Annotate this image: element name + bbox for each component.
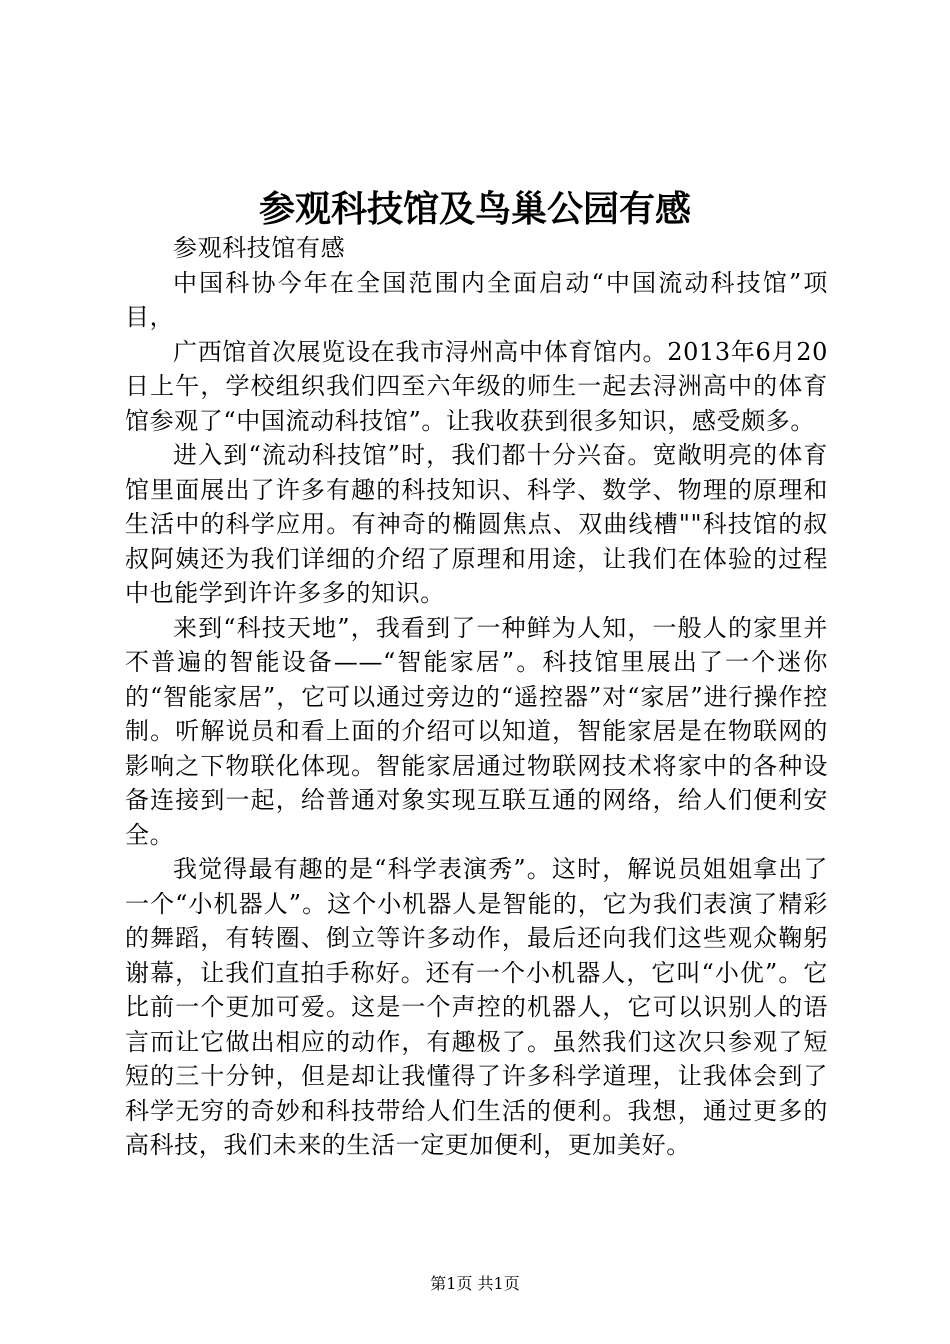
paragraph: 广西馆首次展览设在我市浔州高中体育馆内。2013年6月20日上午，学校组织我们四至六年级的师生一起去浔洲高中的体育馆参观了“中国流动科技馆”。让我收获到很多知识，感受颇多。 [125,337,828,435]
paragraph-subtitle: 参观科技馆有感 [173,234,346,262]
paragraph-intro: 中国科协今年在全国范围内全面启动“中国流动科技馆”项目， [125,268,828,331]
document-title: 参观科技馆及鸟巢公园有感 [258,189,691,230]
paragraph: 来到“科技天地”，我看到了一种鲜为人知，一般人的家里并不普遍的智能设备——“智能家居”。科技馆里展出了一个迷你的“智能家居”，它可以通过旁边的“遥控器”对“家居”进行操作控制。听解说员和看上面的介绍可以知道，智能家居是在物联网的影响之下物联化体现。智能家居通过物联网技术将家中的各种设备连接到一起，给普通对象实现互联互通的网络，给人们便利安全。 [125,613,828,849]
paragraph: 我觉得最有趣的是“科学表演秀”。这时，解说员姐姐拿出了一个“小机器人”。这个小机器人是智能的，它为我们表演了精彩的舞蹈，有转圈、倒立等许多动作，最后还向我们这些观众鞠躬谢幕，让我们直拍手称好。还有一个小机器人，它叫“小优”。它比前一个更加可爱。这是一个声控的机器人，它可以识别人的语言而让它做出相应的动作，有趣极了。虽然我们这次只参观了短短的三十分钟，但是却让我懂得了许多科学道理，让我体会到了科学无穷的奇妙和科技带给人们生活的便利。我想，通过更多的高科技，我们未来的生活一定更加便利，更加美好。 [125,855,828,1159]
page-number-footer: 第1页 共1页 [430,1274,520,1293]
document-body [125,231,828,1163]
paragraph: 进入到“流动科技馆”时，我们都十分兴奋。宽敞明亮的体育馆里面展出了许多有趣的科技知识、科学、数学、物理的原理和生活中的科学应用。有神奇的椭圆焦点、双曲线槽""科技馆的叔叔阿姨还为我们详细的介绍了原理和用途，让我们在体验的过程中也能学到许许多多的知识。 [125,441,828,607]
